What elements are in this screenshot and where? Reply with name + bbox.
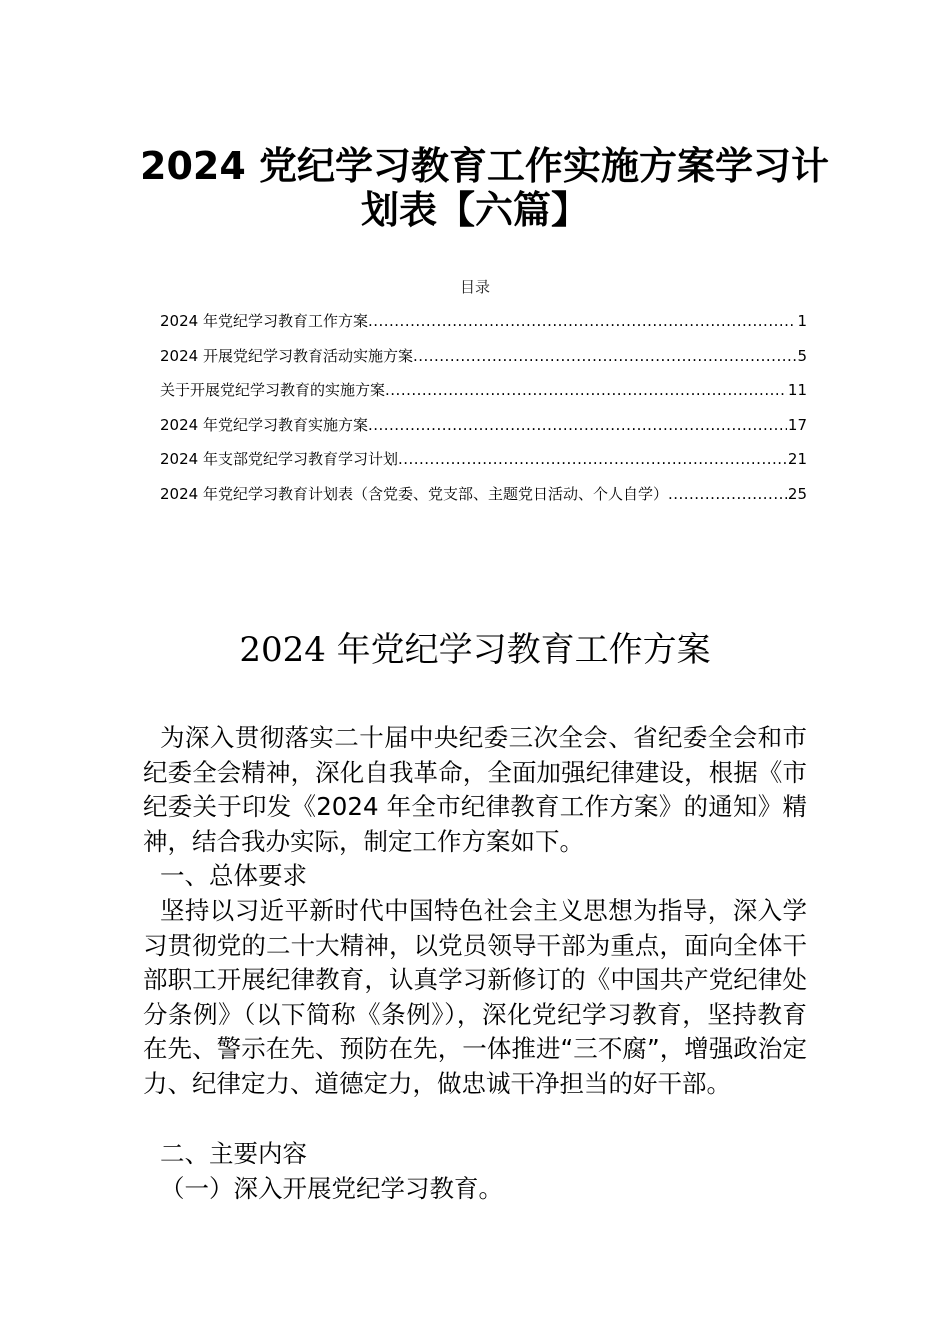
toc-dot-leader <box>398 449 787 469</box>
heading-general-requirements: 一、总体要求 <box>160 861 307 890</box>
toc-dot-leader <box>668 484 787 504</box>
intro-paragraph: 为深入贯彻落实二十届中央纪委三次全会、省纪委全会和市纪委全会精神，深化自我革命，全面加强纪律建设，根据《市纪委关于印发《2024 年全市纪律教育工作方案》的通知》精神，结合我办实际，制定工作方案如下。 <box>143 723 807 856</box>
toc-entry-page: 25 <box>787 484 807 503</box>
toc-entry[interactable] <box>160 449 807 484</box>
toc-entry[interactable] <box>160 311 807 346</box>
toc-heading: 目录 <box>459 278 490 296</box>
toc-entry-page: 17 <box>787 415 807 434</box>
toc-dot-leader <box>368 311 797 331</box>
toc-dot-leader <box>385 380 787 400</box>
toc-entry[interactable] <box>160 380 807 415</box>
table-of-contents <box>160 311 807 519</box>
toc-entry-page: 5 <box>797 346 807 365</box>
toc-entry[interactable] <box>160 415 807 450</box>
toc-entry-title: 2024 年党纪学习教育工作方案 <box>160 312 368 330</box>
requirements-paragraph: 坚持以习近平新时代中国特色社会主义思想为指导，深入学习贯彻党的二十大精神，以党员领导干部为重点，面向全体干部职工开展纪律教育，认真学习新修订的《中国共产党纪律处分条例》（以下简称《条例》），深化党纪学习教育，坚持教育在先、警示在先、预防在先，一体推进“三不腐”，增强政治定力、纪律定力、道德定力，做忠诚干净担当的好干部。 <box>143 896 807 1098</box>
document-title-line2: 划表【六篇】 <box>360 188 589 232</box>
toc-dot-leader <box>368 415 787 435</box>
document-title-line1: 2024 党纪学习教育工作实施方案学习计 <box>140 144 829 188</box>
toc-entry-page: 11 <box>787 381 807 400</box>
toc-entry-page: 1 <box>797 312 807 330</box>
toc-entry-title: 2024 开展党纪学习教育活动实施方案 <box>160 346 413 365</box>
toc-entry-title: 2024 年党纪学习教育实施方案 <box>160 415 368 434</box>
section-title: 2024 年党纪学习教育工作方案 <box>239 630 711 670</box>
toc-entry-title: 2024 年支部党纪学习教育学习计划 <box>160 450 398 469</box>
toc-entry[interactable] <box>160 346 807 381</box>
toc-entry[interactable] <box>160 484 807 519</box>
subheading-1: （一）深入开展党纪学习教育。 <box>160 1174 503 1203</box>
toc-dot-leader <box>413 346 797 366</box>
toc-entry-page: 21 <box>787 450 807 469</box>
toc-entry-title: 关于开展党纪学习教育的实施方案 <box>160 381 386 400</box>
heading-main-content: 二、主要内容 <box>160 1139 307 1168</box>
toc-entry-title: 2024 年党纪学习教育计划表（含党委、党支部、主题党日活动、个人自学） <box>160 484 668 503</box>
